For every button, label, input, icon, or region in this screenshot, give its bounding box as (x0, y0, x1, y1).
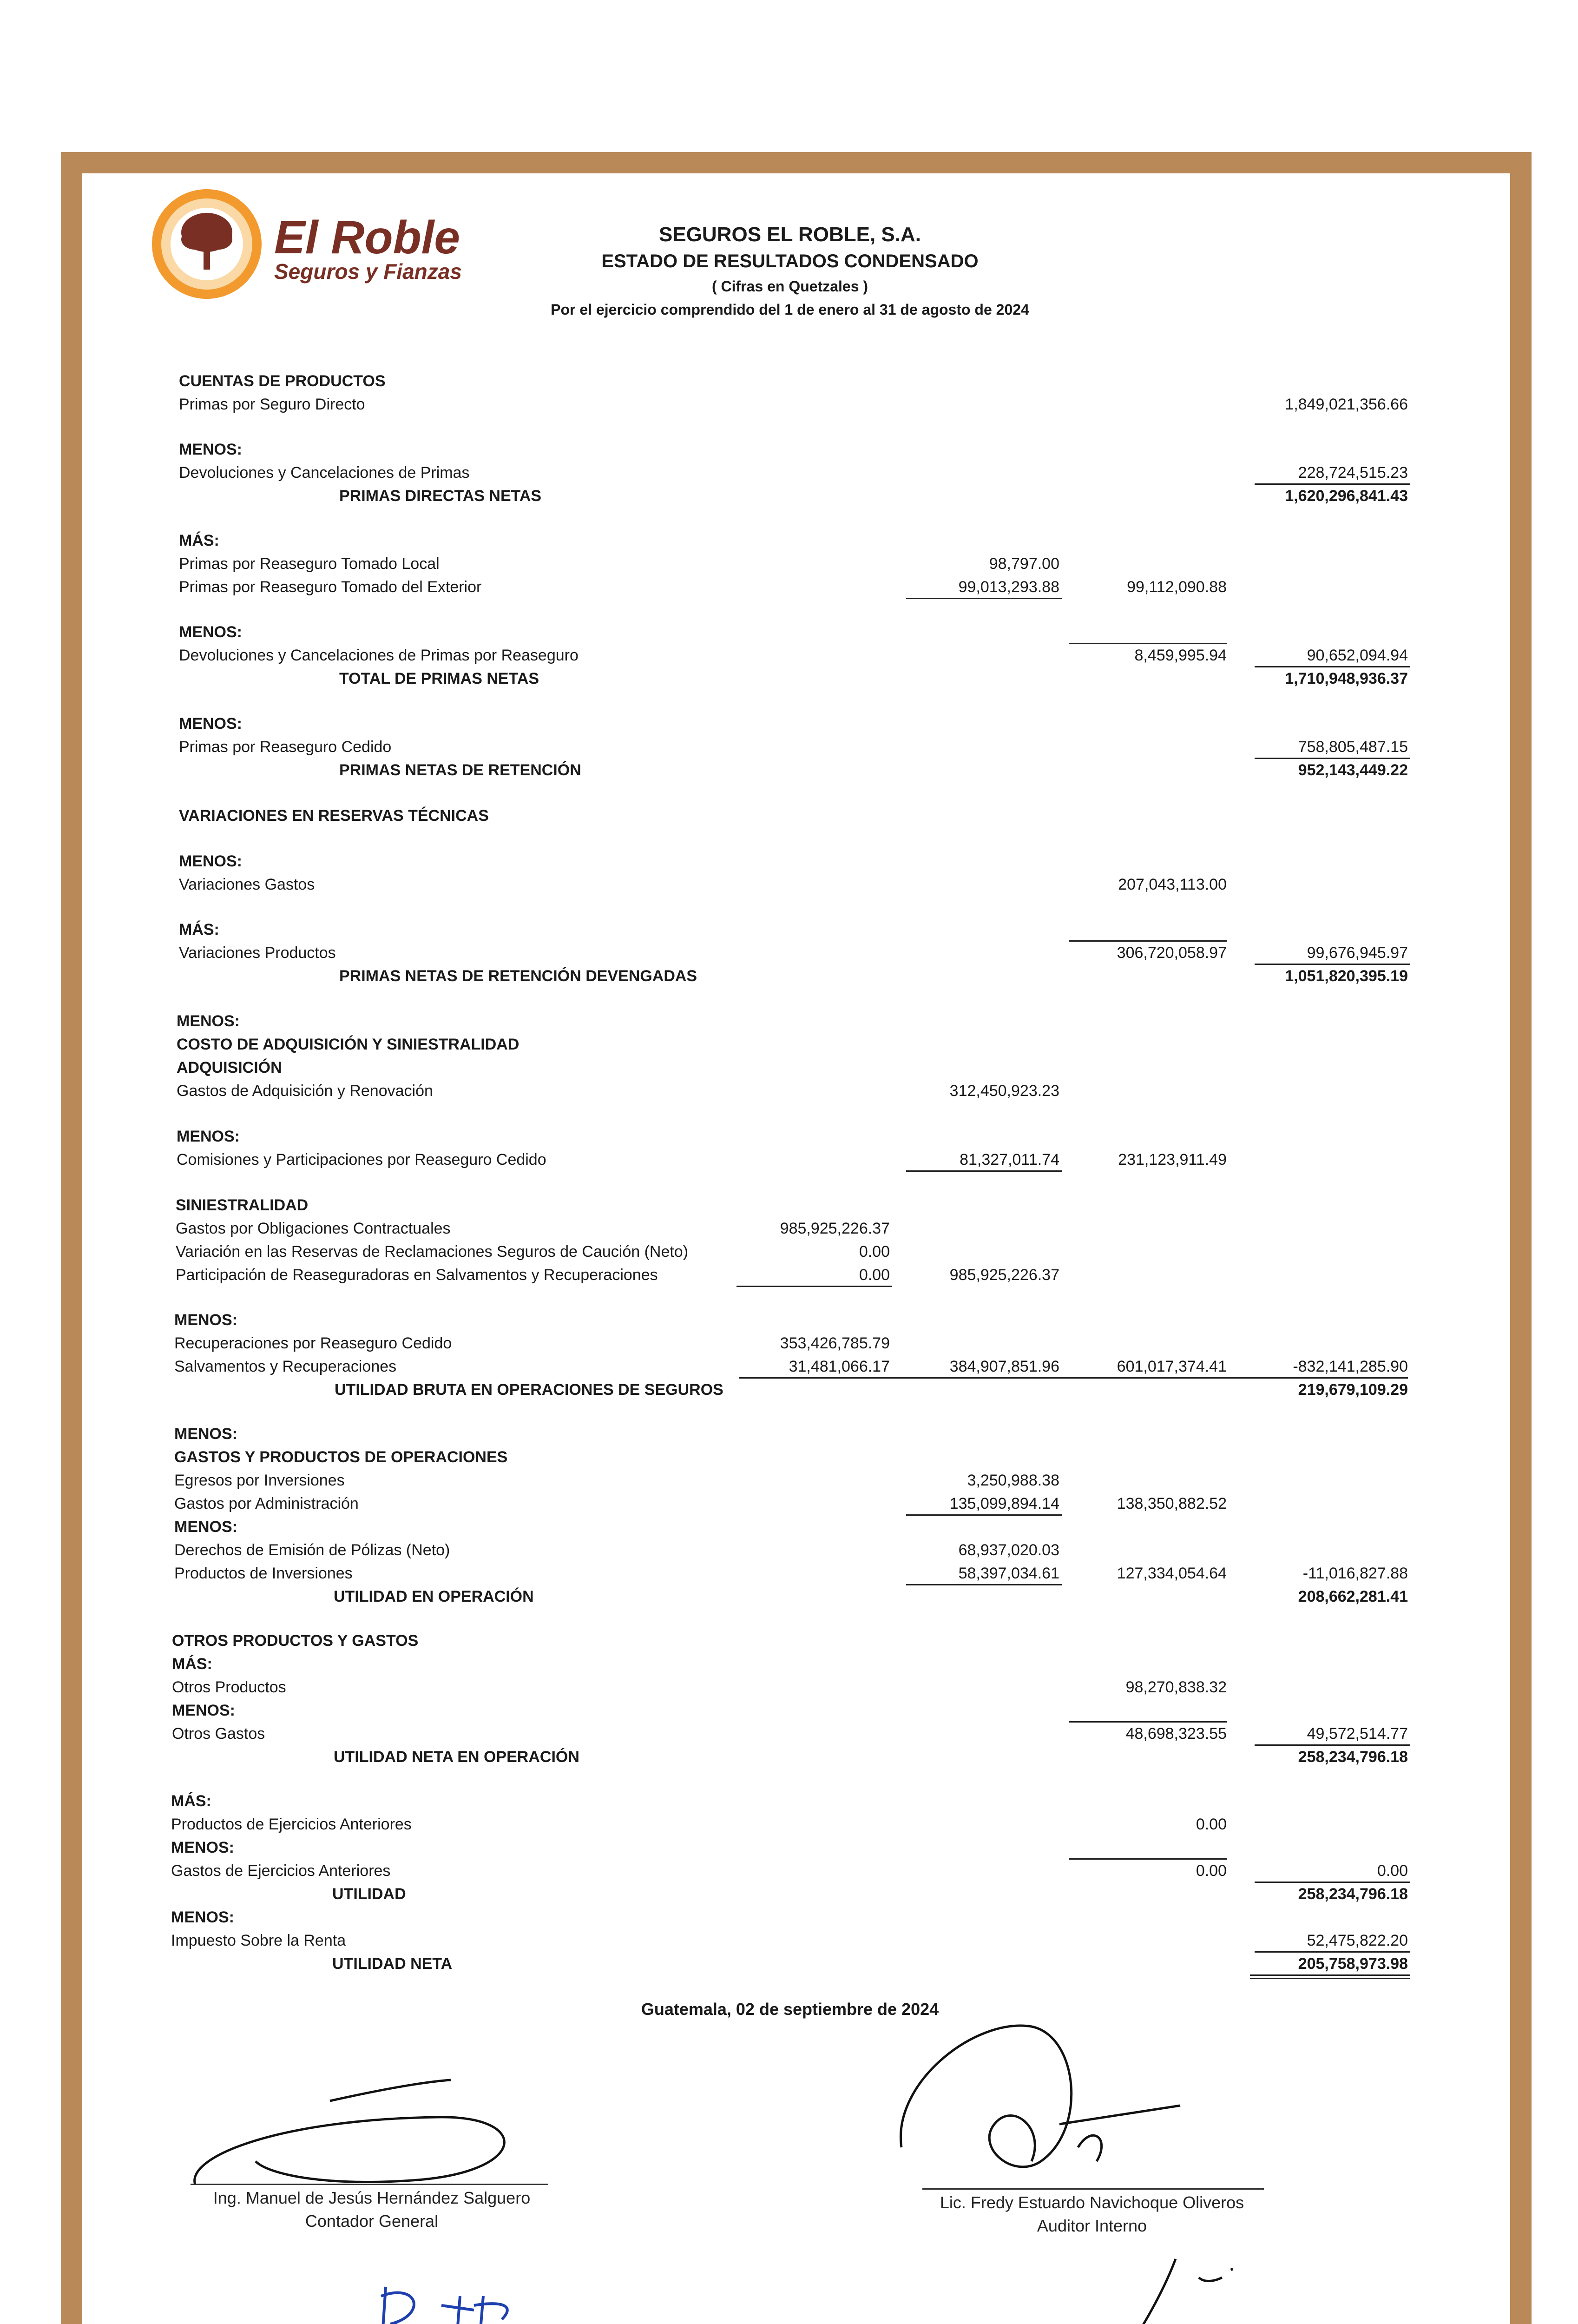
row-value-r41-c3: 127,334,054.64 (1117, 1565, 1227, 1582)
row-value-r17-c3: 207,043,113.00 (1118, 876, 1227, 893)
row-label-r54: MENOS: (171, 1908, 234, 1926)
logo-tagline: Seguros y Fianzas (274, 259, 462, 284)
row-label-r34: UTILIDAD BRUTA EN OPERACIONES DE SEGUROS (335, 1381, 723, 1399)
row-value-r26-c3: 231,123,911.49 (1118, 1151, 1227, 1169)
row-label-r23: ADQUISICIÓN (177, 1059, 282, 1076)
el-roble-logo (149, 184, 474, 304)
underline-r41-c2 (906, 1584, 1062, 1585)
row-value-r52-c3: 0.00 (1196, 1862, 1227, 1880)
row-value-r38-c2: 135,099,894.14 (949, 1495, 1059, 1512)
row-value-r02-c4: 1,849,021,356.66 (1285, 396, 1408, 413)
row-label-r55: Impuesto Sobre la Renta (171, 1932, 346, 1949)
row-value-r56-c4: 205,758,973.98 (1298, 1955, 1408, 1973)
row-label-r16: MENOS: (179, 852, 242, 870)
underline-r33-c1 (739, 1377, 1408, 1379)
underline-r52-c4 (1255, 1882, 1410, 1883)
row-value-r53-c4: 258,234,796.18 (1298, 1885, 1408, 1903)
place-date: Guatemala, 02 de septiembre de 2024 (641, 2000, 939, 2019)
row-label-r27: SINIESTRALIDAD (176, 1196, 309, 1214)
row-label-r37: Egresos por Inversiones (174, 1472, 345, 1489)
underline-r47-c3 (1069, 1721, 1227, 1723)
underline-r52-c3 (1069, 1858, 1227, 1860)
row-label-r17: Variaciones Gastos (179, 876, 315, 893)
row-label-r45: Otros Productos (172, 1678, 286, 1696)
row-value-r48-c4: 258,234,796.18 (1298, 1748, 1408, 1766)
row-label-r51: MENOS: (171, 1839, 234, 1856)
row-label-r47: Otros Gastos (172, 1725, 265, 1743)
row-label-r40: Derechos de Emisión de Pólizas (Neto) (174, 1541, 450, 1559)
row-value-r47-c3: 48,698,323.55 (1125, 1725, 1227, 1743)
row-label-r36: GASTOS Y PRODUCTOS DE OPERACIONES (174, 1448, 508, 1466)
row-label-r42: UTILIDAD EN OPERACIÓN (334, 1588, 534, 1605)
row-label-r01: CUENTAS DE PRODUCTOS (179, 372, 386, 390)
signature-gerente (1106, 2250, 1245, 2324)
row-value-r32-c1: 353,426,785.79 (780, 1334, 890, 1352)
row-label-r39: MENOS: (174, 1518, 237, 1536)
row-label-r06: MÁS: (179, 532, 219, 549)
row-label-r30: Participación de Reaseguradoras en Salvamentos y Recuperaciones (176, 1266, 658, 1284)
underline-r10-c3 (1069, 643, 1227, 644)
underline-r30-c1 (736, 1286, 892, 1287)
row-value-r08-c2: 99,013,293.88 (958, 578, 1059, 596)
row-label-r08: Primas por Reaseguro Tomado del Exterior (179, 578, 482, 596)
row-value-r04-c4: 228,724,515.23 (1298, 464, 1408, 482)
underline-r19-c4 (1255, 964, 1410, 965)
signature-presidente (362, 2278, 558, 2324)
row-label-r49: MÁS: (171, 1792, 211, 1810)
row-label-r05: PRIMAS DIRECTAS NETAS (339, 487, 542, 505)
row-value-r11-c4: 1,710,948,936.37 (1285, 670, 1408, 687)
underline-r13-c4 (1255, 758, 1410, 759)
row-label-r52: Gastos de Ejercicios Anteriores (171, 1862, 391, 1880)
underline-r38-c2 (906, 1514, 1062, 1516)
row-label-r13: Primas por Reaseguro Cedido (179, 738, 392, 756)
row-label-r19: Variaciones Productos (179, 944, 336, 962)
row-value-r45-c3: 98,270,838.32 (1125, 1678, 1227, 1696)
row-label-r20: PRIMAS NETAS DE RETENCIÓN DEVENGADAS (339, 967, 697, 985)
row-value-r13-c4: 758,805,487.15 (1298, 738, 1408, 756)
row-label-r53: UTILIDAD (332, 1885, 406, 1903)
logo-brand-text: El Roble (274, 211, 460, 264)
row-value-r10-c4: 90,652,094.94 (1307, 647, 1408, 664)
row-value-r19-c4: 99,676,945.97 (1307, 944, 1408, 962)
row-label-r21: MENOS: (177, 1012, 240, 1030)
row-value-r37-c2: 3,250,988.38 (967, 1472, 1059, 1489)
row-label-r03: MENOS: (179, 441, 242, 458)
row-label-r48: UTILIDAD NETA EN OPERACIÓN (334, 1748, 579, 1766)
row-value-r42-c4: 208,662,281.41 (1298, 1588, 1408, 1605)
row-label-r46: MENOS: (172, 1702, 235, 1719)
row-value-r26-c2: 81,327,011.74 (960, 1151, 1059, 1169)
row-value-r07-c2: 98,797.00 (989, 555, 1059, 573)
report-period: Por el ejercicio comprendido del 1 de enero al 31 de agosto de 2024 (551, 301, 1029, 318)
signature-auditor (892, 2008, 1217, 2203)
currency-note: ( Cifras en Quetzales ) (711, 278, 868, 295)
underline-r10-c4 (1255, 666, 1410, 667)
row-label-r07: Primas por Reaseguro Tomado Local (179, 555, 440, 573)
row-value-r40-c2: 68,937,020.03 (958, 1541, 1059, 1559)
row-value-r24-c2: 312,450,923.23 (949, 1082, 1059, 1100)
row-value-r47-c4: 49,572,514.77 (1307, 1725, 1408, 1743)
row-label-r43: OTROS PRODUCTOS Y GASTOS (172, 1632, 419, 1650)
row-label-r32: Recuperaciones por Reaseguro Cedido (174, 1334, 452, 1352)
row-value-r34-c4: 219,679,109.29 (1298, 1381, 1408, 1399)
row-value-r30-c1: 0.00 (859, 1266, 890, 1284)
row-label-r28: Gastos por Obligaciones Contractuales (176, 1220, 451, 1237)
row-value-r55-c4: 52,475,822.20 (1307, 1932, 1408, 1949)
row-label-r24: Gastos de Adquisición y Renovación (177, 1082, 433, 1100)
row-label-r50: Productos de Ejercicios Anteriores (171, 1816, 412, 1833)
row-label-r41: Productos de Inversiones (174, 1565, 353, 1582)
signature-line-1 (191, 2184, 548, 2185)
underline-r55-c4 (1255, 1951, 1410, 1953)
row-label-r02: Primas por Seguro Directo (179, 396, 365, 413)
signer-1-role: Contador General (305, 2212, 439, 2231)
row-label-r44: MÁS: (172, 1655, 212, 1673)
row-value-r10-c3: 8,459,995.94 (1134, 647, 1227, 664)
row-label-r11: TOTAL DE PRIMAS NETAS (339, 670, 539, 687)
row-value-r20-c4: 1,051,820,395.19 (1285, 967, 1408, 985)
signer-2-name: Lic. Fredy Estuardo Navichoque Oliveros (940, 2193, 1244, 2212)
row-label-r12: MENOS: (179, 715, 242, 733)
row-value-r33-c2: 384,907,851.96 (949, 1358, 1059, 1375)
underline-r56-c4 (1250, 1974, 1410, 1979)
signature-line-2 (922, 2188, 1264, 2190)
row-value-r14-c4: 952,143,449.22 (1298, 761, 1408, 779)
row-label-r15: VARIACIONES EN RESERVAS TÉCNICAS (179, 807, 489, 825)
row-label-r33: Salvamentos y Recuperaciones (174, 1358, 397, 1375)
row-label-r35: MENOS: (174, 1425, 237, 1443)
row-value-r41-c2: 58,397,034.61 (958, 1565, 1059, 1582)
row-label-r31: MENOS: (174, 1311, 237, 1329)
row-label-r04: Devoluciones y Cancelaciones de Primas (179, 464, 470, 482)
underline-r19-c3 (1069, 940, 1227, 942)
row-value-r50-c3: 0.00 (1196, 1816, 1227, 1833)
company-name: SEGUROS EL ROBLE, S.A. (659, 223, 921, 246)
row-label-r38: Gastos por Administración (174, 1495, 359, 1512)
row-label-r10: Devoluciones y Cancelaciones de Primas por Reaseguro (179, 647, 579, 664)
row-label-r25: MENOS: (177, 1128, 240, 1145)
underline-r47-c4 (1255, 1744, 1410, 1746)
signer-2-role: Auditor Interno (1037, 2216, 1147, 2235)
row-value-r33-c3: 601,017,374.41 (1117, 1358, 1227, 1375)
row-label-r22: COSTO DE ADQUISICIÓN Y SINIESTRALIDAD (177, 1036, 519, 1053)
row-label-r09: MENOS: (179, 623, 242, 641)
row-value-r29-c1: 0.00 (859, 1243, 890, 1261)
underline-r26-c2 (906, 1170, 1062, 1172)
report-title: ESTADO DE RESULTADOS CONDENSADO (601, 251, 979, 271)
underline-r08-c2 (906, 598, 1062, 599)
row-value-r33-c1: 31,481,066.17 (789, 1358, 890, 1375)
underline-r04-c4 (1255, 483, 1410, 485)
row-value-r08-c3: 99,112,090.88 (1127, 578, 1227, 596)
row-value-r28-c1: 985,925,226.37 (780, 1220, 890, 1237)
row-label-r18: MÁS: (179, 921, 219, 938)
row-value-r38-c3: 138,350,882.52 (1117, 1495, 1227, 1512)
row-label-r14: PRIMAS NETAS DE RETENCIÓN (339, 761, 581, 779)
row-value-r30-c2: 985,925,226.37 (949, 1266, 1059, 1284)
signer-1-name: Ing. Manuel de Jesús Hernández Salguero (213, 2188, 531, 2207)
row-value-r05-c4: 1,620,296,841.43 (1285, 487, 1408, 505)
row-value-r41-c4: -11,016,827.88 (1302, 1565, 1408, 1582)
row-label-r29: Variación en las Reservas de Reclamaciones Seguros de Caución (Neto) (176, 1243, 689, 1261)
row-value-r19-c3: 306,720,058.97 (1117, 944, 1227, 962)
row-value-r33-c4: -832,141,285.90 (1293, 1358, 1408, 1375)
row-value-r52-c4: 0.00 (1377, 1862, 1408, 1880)
row-label-r56: UTILIDAD NETA (332, 1955, 453, 1973)
row-label-r26: Comisiones y Participaciones por Reaseguro Cedido (177, 1151, 546, 1169)
